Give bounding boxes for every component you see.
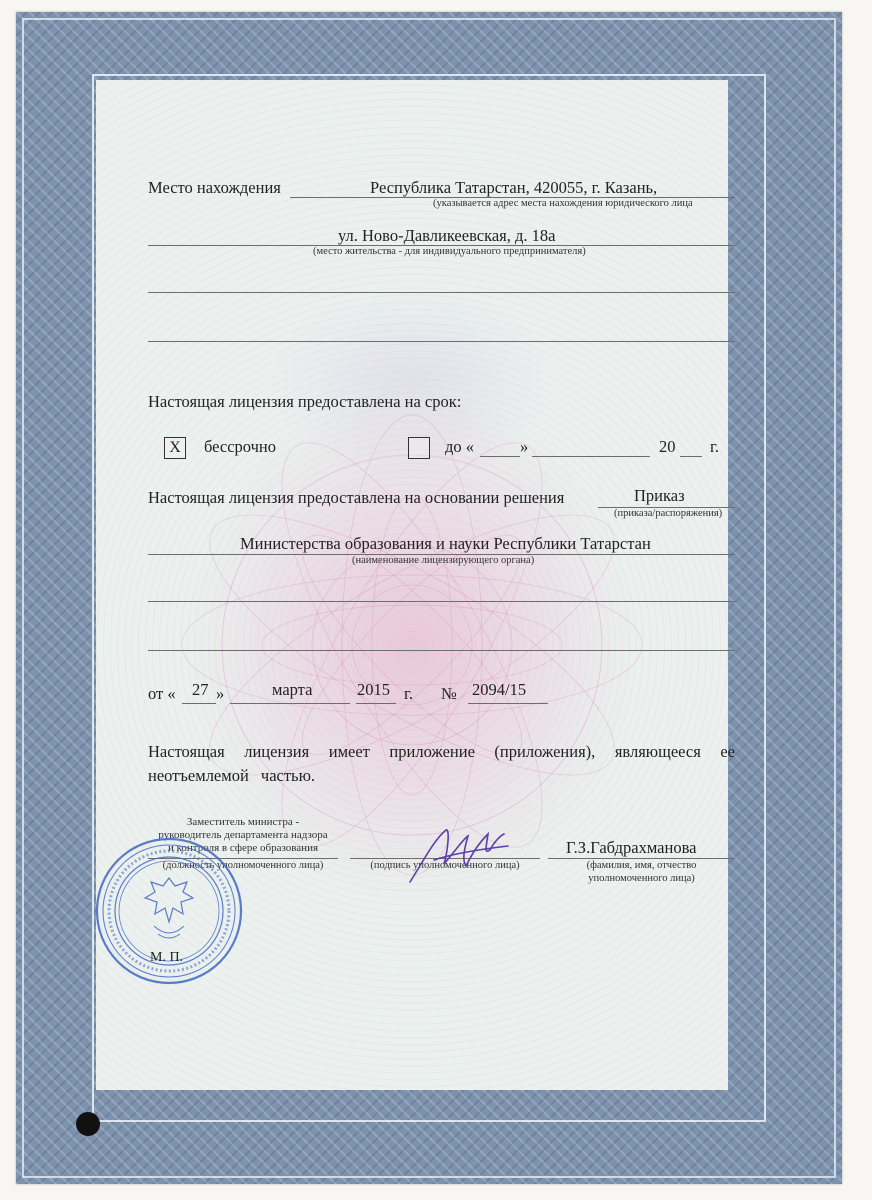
term-heading: Настоящая лицензия предоставлена на срок: — [148, 392, 462, 411]
indefinite-checkbox: X — [164, 437, 186, 459]
date-day-line — [182, 703, 216, 704]
seal-label: М. П. — [150, 950, 184, 965]
signature-hint: (подпись уполномоченного лица) — [370, 860, 520, 871]
license-number: 2094/15 — [472, 680, 527, 699]
blank-line-3 — [148, 601, 735, 602]
until-month-line — [532, 456, 650, 457]
punch-hole — [76, 1112, 100, 1136]
date-month: марта — [272, 680, 313, 699]
position-line-3: и контроля в сфере образования — [167, 842, 319, 854]
until-year-line — [680, 456, 702, 457]
location-label: Место нахождения — [148, 178, 281, 197]
date-close: » — [216, 684, 225, 703]
name-line — [548, 858, 735, 859]
authority-name: Министерства образования и науки Республики Татарстан — [240, 534, 651, 553]
name-hint-line-1: (фамилия, имя, отчество — [586, 860, 697, 871]
date-year-line — [356, 703, 396, 704]
location-value-line-2: ул. Ново-Давликеевская, д. 18а — [338, 226, 556, 245]
position-line-2: руководитель департамента надзора — [158, 829, 328, 841]
indefinite-label: бессрочно — [204, 437, 277, 456]
signatory-name: Г.З.Габдрахманова — [566, 838, 697, 857]
number-sign: № — [441, 684, 457, 703]
date-year: 2015 — [357, 680, 390, 699]
location-value-line-1: Республика Татарстан, 420055, г. Казань, — [370, 178, 658, 197]
date-year-suffix: г. — [404, 684, 414, 703]
blank-line-4 — [148, 650, 735, 651]
basis-doc-type: Приказ — [634, 486, 685, 505]
basis-heading: Настоящая лицензия предоставлена на основании решения — [148, 488, 565, 507]
date-month-line — [230, 703, 350, 704]
until-year-suffix: г. — [710, 437, 720, 456]
basis-doc-type-hint: (приказа/распоряжения) — [614, 508, 723, 519]
date-day: 27 — [192, 680, 209, 699]
attachment-line-1: Настоящая лицензия имеет приложение (приложения), являющееся ее — [148, 742, 735, 761]
authority-hint: (наименование лицензирующего органа) — [352, 555, 535, 566]
until-prefix: до « — [445, 437, 475, 456]
position-hint: (должность уполномоченного лица) — [162, 860, 324, 871]
blank-line-1 — [148, 292, 735, 293]
location-hint-line-2: (место жительства - для индивидуального предпринимателя) — [313, 246, 586, 257]
until-close: » — [520, 437, 529, 456]
date-prefix: от « — [148, 684, 176, 703]
attachment-line-2: неотъемлемой частью. — [148, 766, 316, 785]
name-hint-line-2: уполномоченного лица) — [588, 873, 695, 884]
until-day-line — [480, 456, 520, 457]
blank-line-2 — [148, 341, 735, 342]
location-hint-line-1: (указывается адрес места нахождения юридического лица — [433, 198, 693, 209]
until-year-prefix: 20 — [659, 437, 676, 456]
position-line-1: Заместитель министра - — [186, 816, 300, 828]
until-checkbox — [408, 437, 430, 459]
signature-icon — [404, 820, 514, 890]
number-line — [468, 703, 548, 704]
